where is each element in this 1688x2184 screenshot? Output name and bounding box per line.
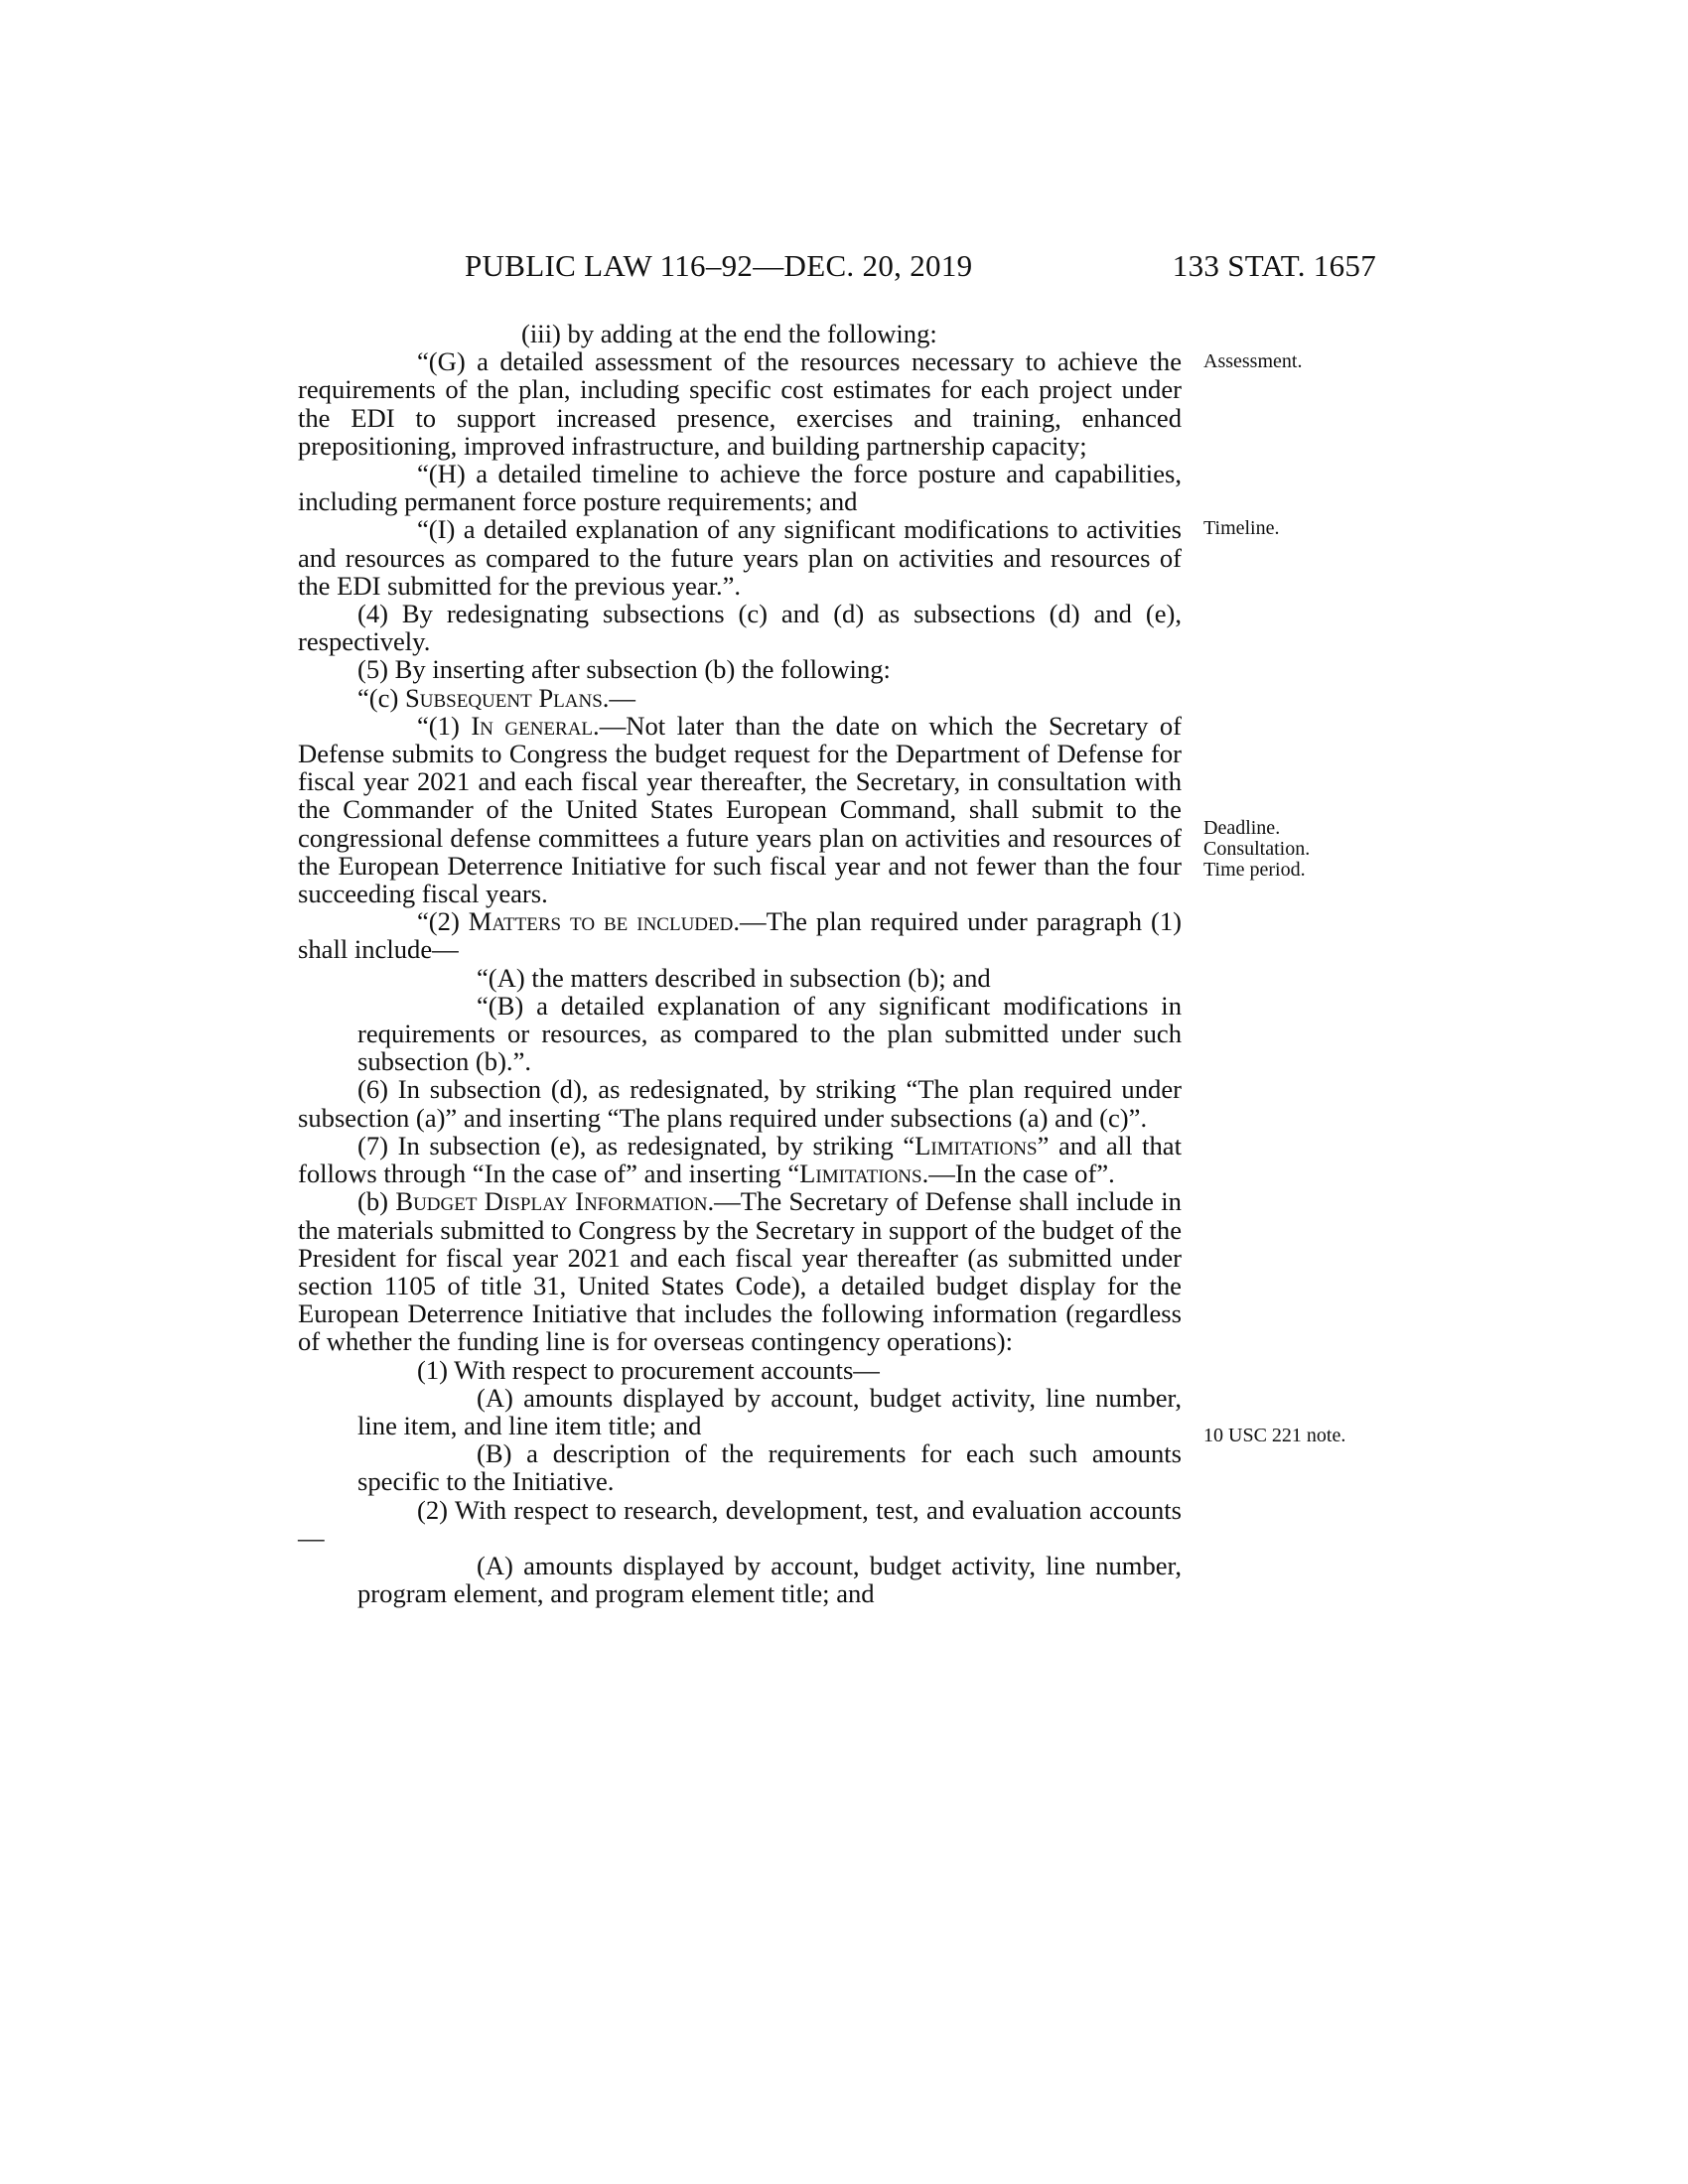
paragraph-2-rdte: (2) With respect to research, development, test, and evaluation accounts—	[298, 1494, 1182, 1553]
margin-note-assessment: Assessment.	[1203, 350, 1303, 372]
subparagraph-a-rdte: (A) amounts displayed by account, budget activity, line number, program element, and program element title; and	[357, 1550, 1182, 1609]
statute-page-number: 133 STAT. 1657	[1172, 248, 1376, 283]
subparagraph-b: “(B) a detailed explanation of any significant modifications in requirements or resources, as compared to the plan submitted under such subsection (b).”.	[357, 990, 1182, 1077]
amendment-5: (5) By inserting after subsection (b) the following:	[357, 654, 891, 685]
subsection-c-heading: “(c) Subsequent Plans.—	[357, 682, 636, 713]
margin-note-time-period: Time period.	[1203, 859, 1306, 881]
margin-note-deadline-group	[1203, 818, 1310, 881]
amendment-7: (7) In subsection (e), as redesignated, by striking “Limitations” and all that follows through “In the case of” and inserting “Limitations.—In the case of”.	[298, 1130, 1182, 1189]
page-header	[465, 248, 1376, 288]
margin-note-consultation: Consultation.	[1203, 838, 1311, 860]
paragraph-2-matters: “(2) Matters to be included.—The plan required under paragraph (1) shall include—	[298, 906, 1182, 965]
subparagraph-g: “(G) a detailed assessment of the resources necessary to achieve the requirements of the plan, including specific cost estimates for each project under the EDI to support increased presence, exercises and training, enhanced prepositioning, improved infrastructure, and building partnership capacity;	[298, 346, 1182, 461]
margin-note-deadline: Deadline.	[1203, 817, 1281, 839]
paragraph-1-procurement: (1) With respect to procurement accounts—	[417, 1354, 880, 1385]
subsection-b-budget-display: (b) Budget Display Information.—The Secretary of Defense shall include in the materials submitted to Congress by the Secretary in support of the budget of the President for fiscal year 2021 and each fiscal year thereafter (as submitted under section 1105 of title 31, United States Code), a detailed budget display for the European Deterrence Initiative that includes the following information (regardless of whether the funding line is for overseas contingency operations):	[298, 1186, 1182, 1357]
clause-iii: (iii) by adding at the end the following:	[521, 319, 937, 348]
amendment-6: (6) In subsection (d), as redesignated, by striking “The plan required under subsection (a)” and inserting “The plans required under subsections (a) and (c)”.	[298, 1074, 1182, 1133]
subparagraph-a-procurement: (A) amounts displayed by account, budget activity, line number, line item, and line item title; and	[357, 1382, 1182, 1440]
paragraph-1-in-general: “(1) In general.—Not later than the date on which the Secretary of Defense submits to Congress the budget request for the Department of Defense for fiscal year 2021 and each fiscal year thereafter, the Secretary, in consultation with the Commander of the United States European Command, shall submit to the congressional defense committees a future years plan on activities and resources of the European Deterrence Initiative for such fiscal year and not fewer than the four succeeding fiscal years.	[298, 710, 1183, 909]
margin-note-timeline: Timeline.	[1203, 517, 1280, 539]
running-title: PUBLIC LAW 116–92—DEC. 20, 2019	[465, 248, 973, 283]
margin-note-usc-citation: 10 USC 221 note.	[1203, 1425, 1346, 1446]
amendment-4: (4) By redesignating subsections (c) and (d) as subsections (d) and (e), respectively.	[298, 599, 1182, 657]
subparagraph-a: “(A) the matters described in subsection (b); and	[477, 962, 991, 993]
subparagraph-b-procurement: (B) a description of the requirements for each such amounts specific to the Initiative.	[357, 1438, 1182, 1497]
subparagraph-h: “(H) a detailed timeline to achieve the force posture and capabilities, including permanent force posture requirements; and	[298, 459, 1182, 517]
subparagraph-i: “(I) a detailed explanation of any significant modifications to activities and resources as compared to the future years plan on activities and resources of the EDI submitted for the previous year.”.	[298, 514, 1182, 601]
statute-text	[298, 320, 1182, 1607]
